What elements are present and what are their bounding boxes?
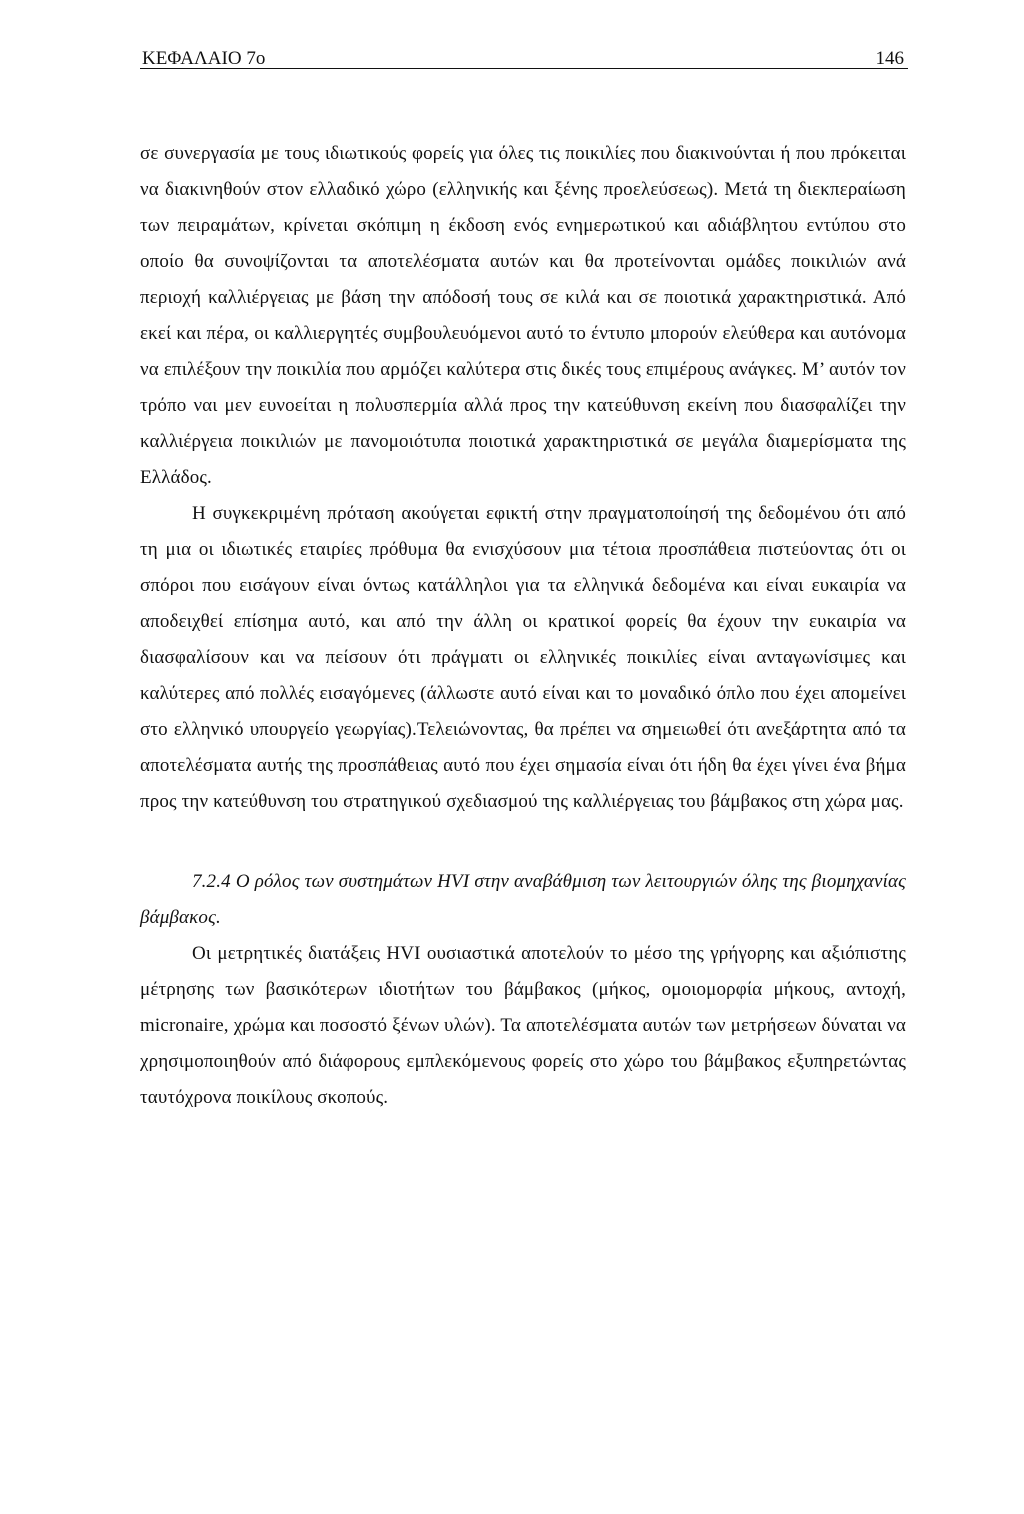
paragraph-proposal: Η συγκεκριμένη πρόταση ακούγεται εφικτή στην πραγματοποίησή της δεδομένου ότι από τη μια οι ιδιωτικές εταιρίες πρόθυμα θα ενισχύσουν μια τέτοια προσπάθεια πιστεύοντας ότι οι σπόροι που εισάγουν είναι όντως κατάλληλοι για τα ελληνικά δεδομένα και είναι ευκαιρία να αποδειχθεί επίσημα αυτό, και από την άλλη οι κρατικοί φορείς θα έχουν την ευκαιρία να διασφαλίσουν και να πείσουν ότι πράγματι οι ελληνικές ποικιλίες είναι ανταγωνίσιμες και καλύτερες από πολλές εισαγόμενες (άλλωστε αυτό είναι και το μοναδικό όπλο που έχει απομείνει στο ελληνικό υπουργείο γεωργίας).Τελειώνοντας, θα πρέπει να σημειωθεί ότι ανεξάρτητα από τα αποτελέσματα αυτής της προσπάθειας αυτό που έχει σημασία είναι ότι ήδη θα έχει γίνει ένα βήμα προς την κατεύθυνση του στρατηγικού σχεδιασμού της καλλιέργειας του βάμβακος στη χώρα μας. bbox=[140, 503, 906, 812]
page-header bbox=[140, 44, 908, 69]
page-number: 146 bbox=[875, 48, 904, 69]
paragraph-hvi: Οι μετρητικές διατάξεις HVI ουσιαστικά αποτελούν το μέσο της γρήγορης και αξιόπιστης μέτρησης των βασικότερων ιδιοτήτων του βάμβακος (μήκος, ομοιομορφία μήκους, αντοχή, micronaire, χρώμα και ποσοστό ξένων υλών). Τα αποτελέσματα αυτών των μετρήσεων δύναται να χρησιμοποιηθούν από διάφορους εμπλεκόμενους φορείς στο χώρο του βάμβακος εξυπηρετώντας ταυτόχρονα ποικίλους σκοπούς. bbox=[140, 943, 906, 1108]
section-heading: 7.2.4 Ο ρόλος των συστημάτων HVI στην αναβάθμιση των λειτουργιών όλης της βιομηχανίας βάμβακος. bbox=[140, 871, 906, 928]
document-page bbox=[140, 44, 908, 1108]
chapter-label: ΚΕΦΑΛΑΙΟ 7ο bbox=[142, 48, 266, 69]
paragraph-continuation: σε συνεργασία με τους ιδιωτικούς φορείς για όλες τις ποικιλίες που διακινούνται ή που πρόκειται να διακινηθούν στον ελλαδικό χώρο (ελληνικής και ξένης προελεύσεως). Μετά τη διεκπεραίωση των πειραμάτων, κρίνεται σκόπιμη η έκδοση ενός ενημερωτικού και αδιάβλητου εντύπου στο οποίο θα συνοψίζονται τα αποτελέσματα αυτών και θα προτείνονται ομάδες ποικιλιών ανά περιοχή καλλιέργειας με βάση την απόδοσή τους σε κιλά και σε ποιοτικά χαρακτηριστικά. Από εκεί και πέρα, οι καλλιεργητές συμβουλευόμενοι αυτό το έντυπο μπορούν ελεύθερα και αυτόνομα να επιλέξουν την ποικιλία που αρμόζει καλύτερα στις δικές τους επιμέρους ανάγκες. Μ’ αυτόν τον τρόπο ναι μεν ευνοείται η πολυσπερμία αλλά προς την κατεύθυνση εκείνη που διασφαλίζει την καλλιέργεια ποικιλιών με πανομοιότυπα ποιοτικά χαρακτηριστικά σε μεγάλα διαμερίσματα της Ελλάδος. bbox=[140, 143, 906, 488]
page-body bbox=[140, 136, 906, 1116]
